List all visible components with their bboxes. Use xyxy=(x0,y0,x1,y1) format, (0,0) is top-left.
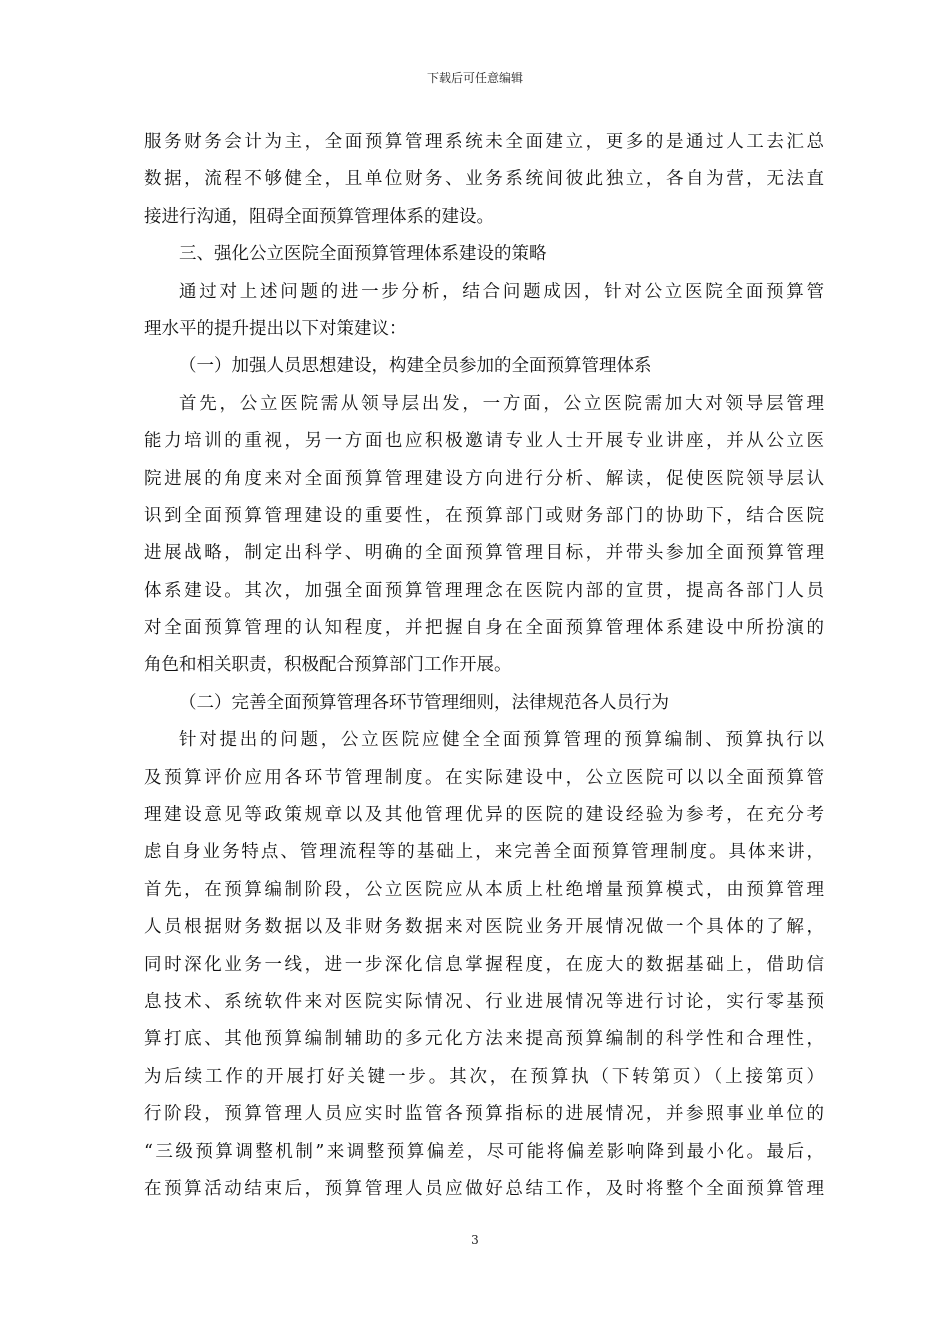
text-line: （二）完善全面预算管理各环节管理细则，法律规范各人员行为 xyxy=(179,692,669,713)
body-text xyxy=(144,124,824,1208)
text-line: 理建设意见等政策规章以及其他管理优异的医院的建设经验为参考，在充分考 xyxy=(144,805,824,826)
text-line: 理水平的提升提出以下对策建议： xyxy=(144,318,407,339)
text-line: 通过对上述问题的进一步分析，结合问题成因，针对公立医院全面预算管 xyxy=(179,281,824,302)
text-line: 院进展的角度来对全面预算管理建设方向进行分析、解读，促使医院领导层认 xyxy=(144,468,824,489)
text-line: 虑自身业务特点、管理流程等的基础上，来完善全面预算管理制度。具体来讲， xyxy=(144,842,824,863)
text-line: 算打底、其他预算编制辅助的多元化方法来提高预算编制的科学性和合理性， xyxy=(144,1029,824,1050)
text-line: 为后续工作的开展打好关键一步。其次，在预算执（下转第页）（上接第页） xyxy=(144,1066,824,1087)
text-line: 进展战略，制定出科学、明确的全面预算管理目标，并带头参加全面预算管理 xyxy=(144,543,824,564)
text-line: 针对提出的问题，公立医院应健全全面预算管理的预算编制、预算执行以 xyxy=(179,730,824,751)
text-line: 数据，流程不够健全，且单位财务、业务系统间彼此独立，各自为营，无法直 xyxy=(144,169,824,190)
text-line: 及预算评价应用各环节管理制度。在实际建设中，公立医院可以以全面预算管 xyxy=(144,767,824,788)
text-line: 识到全面预算管理建设的重要性，在预算部门或财务部门的协助下，结合医院 xyxy=(144,505,824,526)
text-line: 首先，在预算编制阶段，公立医院应从本质上杜绝增量预算模式，由预算管理 xyxy=(144,879,824,900)
text-line: （一）加强人员思想建设，构建全员参加的全面预算管理体系 xyxy=(179,356,652,377)
text-line: 同时深化业务一线，进一步深化信息掌握程度，在庞大的数据基础上，借助信 xyxy=(144,954,824,975)
text-line: 服务财务会计为主，全面预算管理系统未全面建立，更多的是通过人工去汇总 xyxy=(144,132,824,152)
text-line: 接进行沟通，阻碍全面预算管理体系的建设。 xyxy=(144,206,494,227)
text-line: “三级预算调整机制”来调整预算偏差，尽可能将偏差影响降到最小化。最后， xyxy=(144,1141,824,1162)
page-number: 3 xyxy=(471,1233,479,1247)
text-line: 人员根据财务数据以及非财务数据来对医院业务开展情况做一个具体的了解， xyxy=(144,917,824,938)
text-line: 三、强化公立医院全面预算管理体系建设的策略 xyxy=(179,244,547,265)
text-line: 息技术、系统软件来对医院实际情况、行业进展情况等进行讨论，实行零基预 xyxy=(144,991,824,1012)
text-line: 角色和相关职责，积极配合预算部门工作开展。 xyxy=(144,655,512,676)
text-line: 对全面预算管理的认知程度，并把握自身在全面预算管理体系建设中所扮演的 xyxy=(144,618,824,639)
text-line: 首先，公立医院需从领导层出发，一方面，公立医院需加大对领导层管理 xyxy=(179,393,824,414)
page-header: 下载后可任意编辑 xyxy=(426,71,523,85)
text-line: 能力培训的重视，另一方面也应积极邀请专业人士开展专业讲座，并从公立医 xyxy=(144,431,824,452)
text-line: 在预算活动结束后，预算管理人员应做好总结工作，及时将整个全面预算管理 xyxy=(144,1178,824,1199)
text-line: 行阶段，预算管理人员应实时监管各预算指标的进展情况，并参照事业单位的 xyxy=(144,1104,824,1125)
text-line: 体系建设。其次，加强全面预算管理理念在医院内部的宣贯，提高各部门人员 xyxy=(144,580,824,601)
